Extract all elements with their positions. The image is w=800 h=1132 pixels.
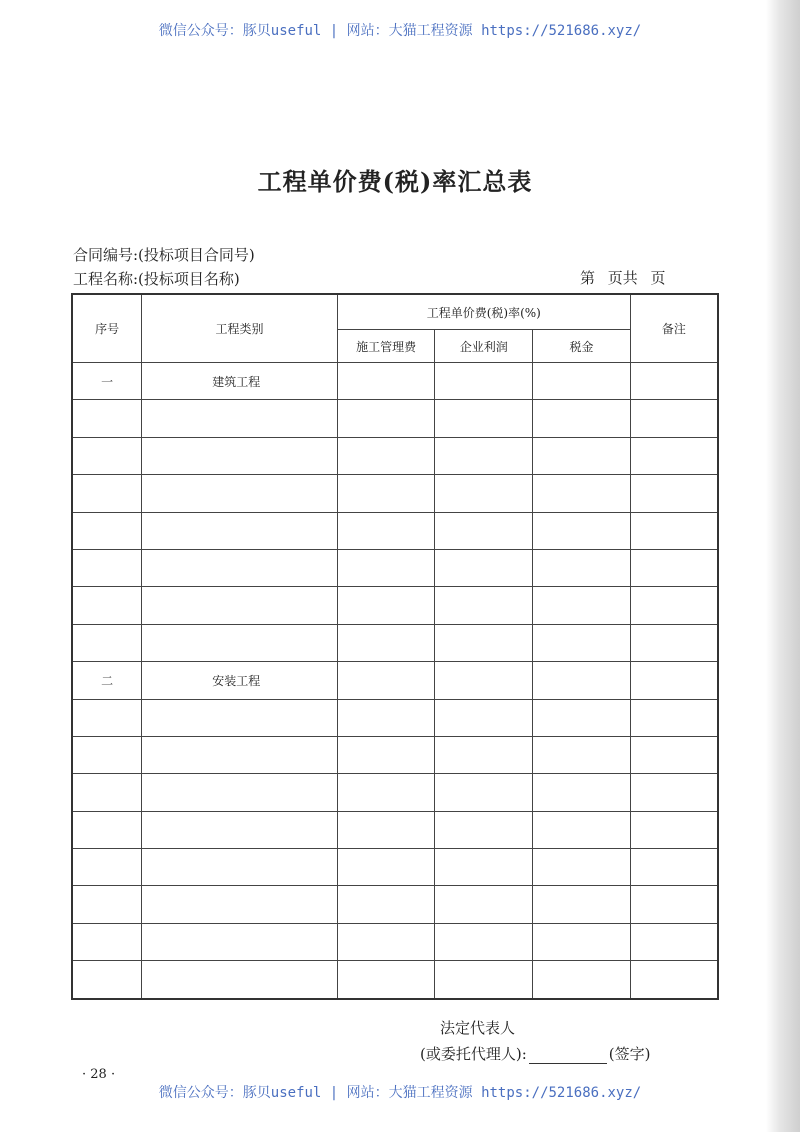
cell-mgmt <box>337 400 435 437</box>
table-row <box>72 886 718 923</box>
page-info: 第 页共 页 <box>580 269 666 287</box>
cell-profit <box>435 587 533 624</box>
contract-number: 合同编号:(投标项目合同号) <box>73 246 255 264</box>
cell-seq <box>72 886 142 923</box>
legal-rep-label: 法定代表人 <box>440 1019 516 1037</box>
header-profit: 企业利润 <box>435 330 533 363</box>
cell-mgmt <box>337 886 435 923</box>
cell-profit <box>435 699 533 736</box>
cell-profit <box>435 811 533 848</box>
table-row <box>72 736 718 773</box>
cell-remark <box>630 662 718 699</box>
cell-remark <box>630 699 718 736</box>
cell-seq <box>72 736 142 773</box>
table-row <box>72 587 718 624</box>
cell-remark <box>630 363 718 400</box>
cell-mgmt <box>337 699 435 736</box>
table-row <box>72 662 718 699</box>
cell-tax <box>533 849 631 886</box>
cell-tax <box>533 811 631 848</box>
cell-category <box>142 811 338 848</box>
cell-mgmt <box>337 961 435 999</box>
cell-seq <box>72 699 142 736</box>
cell-mgmt <box>337 923 435 960</box>
signature-blank <box>529 1063 607 1064</box>
cell-remark <box>630 549 718 586</box>
table-row <box>72 549 718 586</box>
cell-seq <box>72 923 142 960</box>
table-row <box>72 475 718 512</box>
cell-tax <box>533 662 631 699</box>
cell-remark <box>630 849 718 886</box>
cell-remark <box>630 774 718 811</box>
table-row <box>72 811 718 848</box>
cell-seq: 一 <box>72 363 142 400</box>
cell-tax <box>533 923 631 960</box>
signature-line <box>420 1043 650 1064</box>
cell-seq <box>72 437 142 474</box>
cell-mgmt <box>337 736 435 773</box>
document-title: 工程单价费(税)率汇总表 <box>257 167 533 196</box>
cell-profit <box>435 475 533 512</box>
cell-seq: 二 <box>72 662 142 699</box>
table-row <box>72 849 718 886</box>
cell-category <box>142 512 338 549</box>
cell-remark <box>630 624 718 661</box>
cell-remark <box>630 587 718 624</box>
cell-seq <box>72 961 142 999</box>
cell-remark <box>630 400 718 437</box>
cell-mgmt <box>337 624 435 661</box>
cell-tax <box>533 512 631 549</box>
header-mgmt-fee: 施工管理费 <box>337 330 435 363</box>
cell-tax <box>533 886 631 923</box>
table-row <box>72 699 718 736</box>
cell-tax <box>533 587 631 624</box>
cell-mgmt <box>337 774 435 811</box>
header-category: 工程类别 <box>142 294 338 363</box>
cell-category <box>142 624 338 661</box>
cell-tax <box>533 736 631 773</box>
page-number: · 28 · <box>82 1067 116 1082</box>
cell-remark <box>630 475 718 512</box>
cell-mgmt <box>337 811 435 848</box>
header-tax: 税金 <box>533 330 631 363</box>
cell-remark <box>630 811 718 848</box>
agent-label: (或委托代理人): <box>420 1045 527 1063</box>
table-row <box>72 400 718 437</box>
sign-label: (签字) <box>608 1045 651 1063</box>
cell-seq <box>72 774 142 811</box>
cell-category <box>142 886 338 923</box>
header-seq: 序号 <box>72 294 142 363</box>
cell-profit <box>435 662 533 699</box>
cell-seq <box>72 811 142 848</box>
cell-tax <box>533 961 631 999</box>
cell-category <box>142 587 338 624</box>
cell-category <box>142 849 338 886</box>
header-rate-group: 工程单价费(税)率(%) <box>337 294 630 330</box>
table-row <box>72 624 718 661</box>
cell-category <box>142 400 338 437</box>
cell-profit <box>435 849 533 886</box>
table-row <box>72 774 718 811</box>
cell-category: 建筑工程 <box>142 363 338 400</box>
table-row <box>72 961 718 999</box>
header-remark: 备注 <box>630 294 718 363</box>
cell-seq <box>72 849 142 886</box>
cell-tax <box>533 699 631 736</box>
cell-category <box>142 437 338 474</box>
cell-category <box>142 475 338 512</box>
cell-remark <box>630 886 718 923</box>
cell-remark <box>630 437 718 474</box>
cell-mgmt <box>337 662 435 699</box>
cell-profit <box>435 923 533 960</box>
watermark-top: 微信公众号：豚贝useful | 网站：大猫工程资源 https://521686.xyz/ <box>158 23 642 39</box>
cell-mgmt <box>337 363 435 400</box>
cell-category <box>142 699 338 736</box>
cell-tax <box>533 774 631 811</box>
cell-mgmt <box>337 512 435 549</box>
cell-profit <box>435 400 533 437</box>
cell-remark <box>630 512 718 549</box>
cell-tax <box>533 400 631 437</box>
cell-profit <box>435 512 533 549</box>
cell-mgmt <box>337 549 435 586</box>
cell-tax <box>533 437 631 474</box>
cell-mgmt <box>337 849 435 886</box>
cell-profit <box>435 437 533 474</box>
cell-mgmt <box>337 437 435 474</box>
cell-remark <box>630 736 718 773</box>
cell-profit <box>435 736 533 773</box>
table-row <box>72 512 718 549</box>
cell-seq <box>72 587 142 624</box>
table-row <box>72 437 718 474</box>
project-name: 工程名称:(投标项目名称) <box>73 270 240 288</box>
cell-remark <box>630 923 718 960</box>
cell-tax <box>533 549 631 586</box>
table-row <box>72 363 718 400</box>
cell-tax <box>533 363 631 400</box>
cell-category: 安装工程 <box>142 662 338 699</box>
cell-tax <box>533 624 631 661</box>
cell-category <box>142 961 338 999</box>
cell-profit <box>435 961 533 999</box>
cell-seq <box>72 624 142 661</box>
cell-seq <box>72 512 142 549</box>
cell-category <box>142 549 338 586</box>
cell-seq <box>72 549 142 586</box>
cell-tax <box>533 475 631 512</box>
cell-seq <box>72 475 142 512</box>
rate-summary-table <box>71 293 719 1000</box>
cell-profit <box>435 886 533 923</box>
cell-profit <box>435 774 533 811</box>
table-row <box>72 923 718 960</box>
cell-seq <box>72 400 142 437</box>
watermark-bottom: 微信公众号：豚贝useful | 网站：大猫工程资源 https://521686.xyz/ <box>158 1085 642 1101</box>
cell-category <box>142 774 338 811</box>
cell-profit <box>435 549 533 586</box>
cell-mgmt <box>337 475 435 512</box>
cell-profit <box>435 624 533 661</box>
cell-mgmt <box>337 587 435 624</box>
cell-remark <box>630 961 718 999</box>
cell-category <box>142 923 338 960</box>
cell-profit <box>435 363 533 400</box>
cell-category <box>142 736 338 773</box>
